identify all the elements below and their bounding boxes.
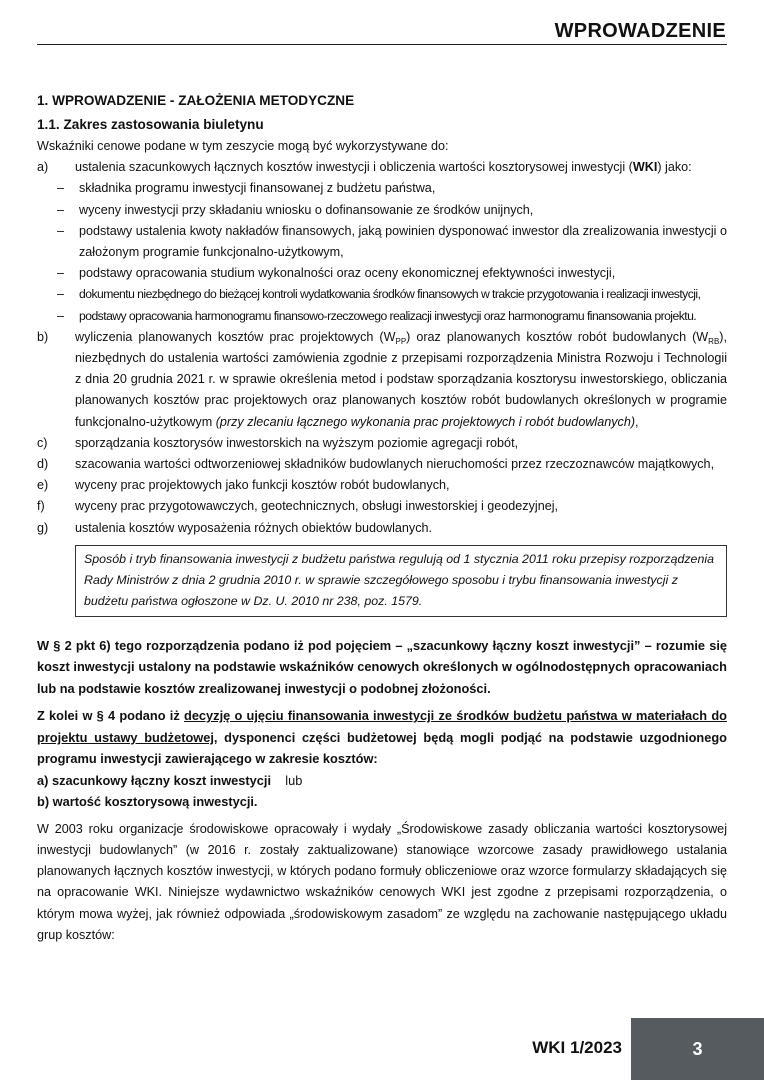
dash-marker: – [57,266,65,281]
dash-marker: – [57,223,65,238]
list-marker: a) [37,160,49,175]
budget-decision-paragraph: Z kolei w § 4 podano iż decyzję o ujęciu finansowania inwestycji ze środków budżetu państwa w materiałach do projektu ustawy budżetowej, dysponenci części budżetowej będą mogli podjąć na podstawie uzgodnionego programu inwestycji zawierającego w zakresie kosztów: [37,708,727,767]
list-item-text: wyceny prac projektowych jako funkcji kosztów robót budowlanych, [75,478,450,493]
dash-item-text: składnika programu inwestycji finansowanej z budżetu państwa, [79,181,436,196]
list-c-to-g [37,433,727,539]
dash-list-item [37,200,727,221]
list-item-a [37,157,727,178]
dash-list-item [37,263,727,284]
list-item [37,454,727,475]
dash-item-text: podstawy opracowania harmonogramu finansowo-rzeczowego realizacji inwestycji oraz harmonogramu finansowania projektu. [79,308,697,323]
dash-marker: – [57,308,65,323]
list-item-text: ustalenia szacunkowych łącznych kosztów inwestycji i obliczenia wartości kosztorysowej inwestycji (WKI) jako: [75,160,692,175]
dash-list-item [37,178,727,199]
dash-marker: – [57,287,65,302]
list-marker: f) [37,499,45,514]
list-item-text: wyceny prac przygotowawczych, geotechnicznych, obsługi inwestorskiej i geodezyjnej, [75,499,558,514]
dash-marker: – [57,181,65,196]
list-marker: e) [37,478,49,493]
cost-option-b: b) wartość kosztorysową inwestycji. [37,794,258,810]
list-item [37,496,727,517]
list-item-text: ustalenia kosztów wyposażenia różnych obiektów budowlanych. [75,520,433,535]
dash-item-text: dokumentu niezbędnego do bieżącej kontroli wydatkowania środków finansowych w trakcie przygotowania i realizacji inwestycji, [79,287,701,302]
intro-text: Wskaźniki cenowe podane w tym zeszycie mogą być wykorzystywane do: [37,139,449,153]
dash-list-item [37,221,727,263]
chapter-heading: 1. WPROWADZENIE - ZAŁOŻENIA METODYCZNE [37,93,355,108]
list-item-text: wyliczenia planowanych kosztów prac projektowych $(W_{PP})$ oraz planowanych kosztów robót budowlanych $(W_{RB})$, niezbędnych do ustalenia wartości zamówienia zgodnie z przepisami rozporządzenia Ministra Rozwoju i Technologii z dnia 20 grudnia 2021 r. w sprawie określenia metod i podstaw sporządzania kosztorysu inwestorskiego, obliczania planowanych kosztów prac projektowych oraz planowanych kosztów robót budowlanych określonych w programie funkcjonalno-użytkowym (przy zlecaniu łącznego wykonania prac projektowych i robót budowlanych), [75,329,727,429]
closing-paragraph: W 2003 roku organizacje środowiskowe opracowały i wydały „Środowiskowe zasady obliczania wartości kosztorysowej inwestycji budowlanych” (w 2016 r. zostały zaktualizowane) stanowiące wzorcowe zasady prawidłowego ustalania planowanych łącznych kosztów inwestycji, w których podano formuły obliczeniowe oraz wzorce formularzy składających się na opracowanie WKI. Niniejsze wydawnictwo wskaźników cenowych WKI jest zgodne z przepisami rozporządzenia, o którym mowa wyżej, jak również odpowiada „środowiskowym zasadom” ze względu na zachowanie następującego układu grup kosztów: [37,821,727,942]
legal-note-box: Sposób i tryb finansowania inwestycji z budżetu państwa regulują od 1 stycznia 2011 roku przepisy rozporządzenia Rady Ministrów z dnia 2 grudnia 2010 r. w sprawie szczegółowego sposobu i trybu finansowania inwestycji z budżetu państwa ogłoszone w Dz. U. 2010 nr 238, poz. 1579. [75,545,727,617]
dash-item-text: podstawy opracowania studium wykonalności oraz oceny ekonomicznej efektywności inwestycji, [79,266,616,281]
header-rule [37,44,727,45]
list-item-text: sporządzania kosztorysów inwestorskich na wyższym poziomie agregacji robót, [75,435,519,450]
dash-list [37,178,727,326]
dash-item-text: podstawy ustalenia kwoty nakładów finansowych, jaką powinien dysponować inwestor dla zrealizowania inwestycji o założonym programie funkcjonalno-użytkowym, [79,223,727,260]
list-marker: c) [37,435,48,450]
underlined-phrase: decyzję o ujęciu finansowania inwestycji ze środków budżetu państwa w materiałach do projektu ustawy budżetowej [37,708,727,745]
list-item [37,433,727,454]
regulation-paragraph: W § 2 pkt 6) tego rozporządzenia podano iż pod pojęciem – „szacunkowy łączny koszt inwestycji” – rozumie się koszt inwestycji ustalony na podstawie wskaźników cenowych określonych w ogólnodostępnych opracowaniach lub na podstawie kosztów zrealizowanej inwestycji o podobnej złożoności. [37,637,727,696]
list-item-text: szacowania wartości odtworzeniowej składników budowlanych nieruchomości przez rzeczoznawców majątkowych, [75,457,715,472]
list-marker: g) [37,520,49,535]
dash-list-item [37,284,727,305]
section-heading: 1.1. Zakres zastosowania biuletynu [37,117,264,132]
list-item-b [37,327,727,433]
list-item [37,518,727,539]
page-number: 3 [692,1038,703,1059]
list-marker: b) [37,329,49,344]
page-content [37,90,727,946]
dash-list-item [37,306,727,327]
dash-marker: – [57,202,65,217]
section-header-title: WPROWADZENIE [554,20,726,42]
list-marker: d) [37,457,49,472]
list-item [37,475,727,496]
publication-id: WKI 1/2023 [532,1038,622,1057]
dash-item-text: wyceny inwestycji przy składaniu wniosku o dofinansowanie ze środków unijnych, [79,202,534,217]
cost-option-a: a) szacunkowy łączny koszt inwestycji lub [37,772,303,788]
